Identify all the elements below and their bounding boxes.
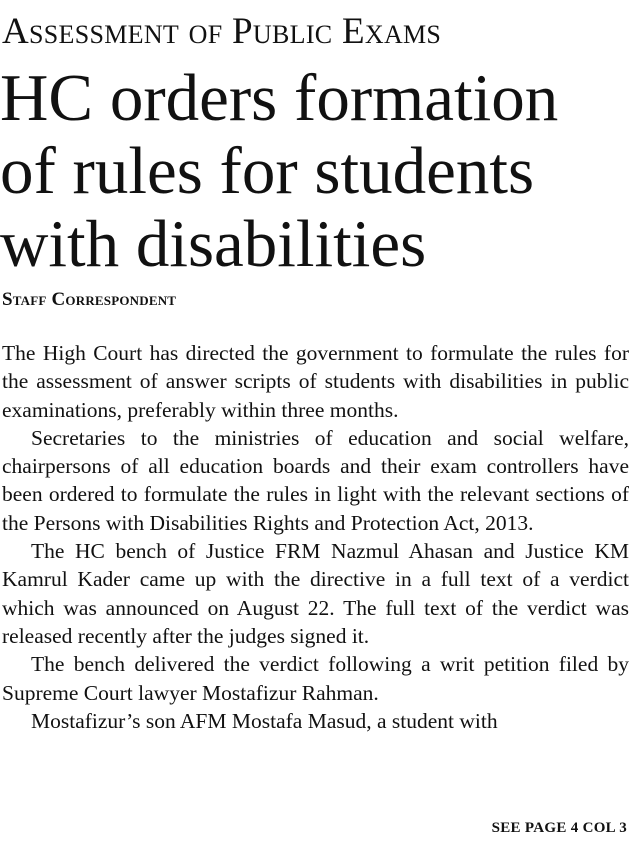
article-headline bbox=[0, 62, 629, 281]
article-body bbox=[2, 339, 629, 735]
body-paragraph: The High Court has directed the government to formulate the rules for the assessment of answer scripts of students with disabilities in public examinations, preferably within three months. bbox=[2, 341, 629, 422]
article-kicker: Assessment of Public Exams bbox=[2, 11, 442, 52]
headline-line: HC orders formation bbox=[0, 61, 559, 135]
body-paragraph: Secretaries to the ministries of education and social welfare, chairpersons of all education boards and their exam controllers have been ordered to formulate the rules in light with the relevant sections of the Persons with Disabilities Rights and Protection Act, 2013. bbox=[2, 425, 629, 535]
body-paragraph: The HC bench of Justice FRM Nazmul Ahasan and Justice KM Kamrul Kader came up with the directive in a full text of a verdict which was announced on August 22. The full text of the verdict was released recently after the judges signed it. bbox=[2, 539, 629, 648]
article-byline: Staff Correspondent bbox=[2, 289, 177, 310]
body-paragraph: The bench delivered the verdict following a writ petition filed by Supreme Court lawyer Mostafizur Rahman. bbox=[2, 652, 629, 705]
continued-on-page-note: SEE PAGE 4 COL 3 bbox=[491, 820, 627, 836]
body-paragraph: Mostafizur’s son AFM Mostafa Masud, a student with bbox=[31, 708, 498, 733]
headline-line: with disabilities bbox=[0, 207, 427, 281]
headline-line: of rules for students bbox=[0, 134, 535, 208]
